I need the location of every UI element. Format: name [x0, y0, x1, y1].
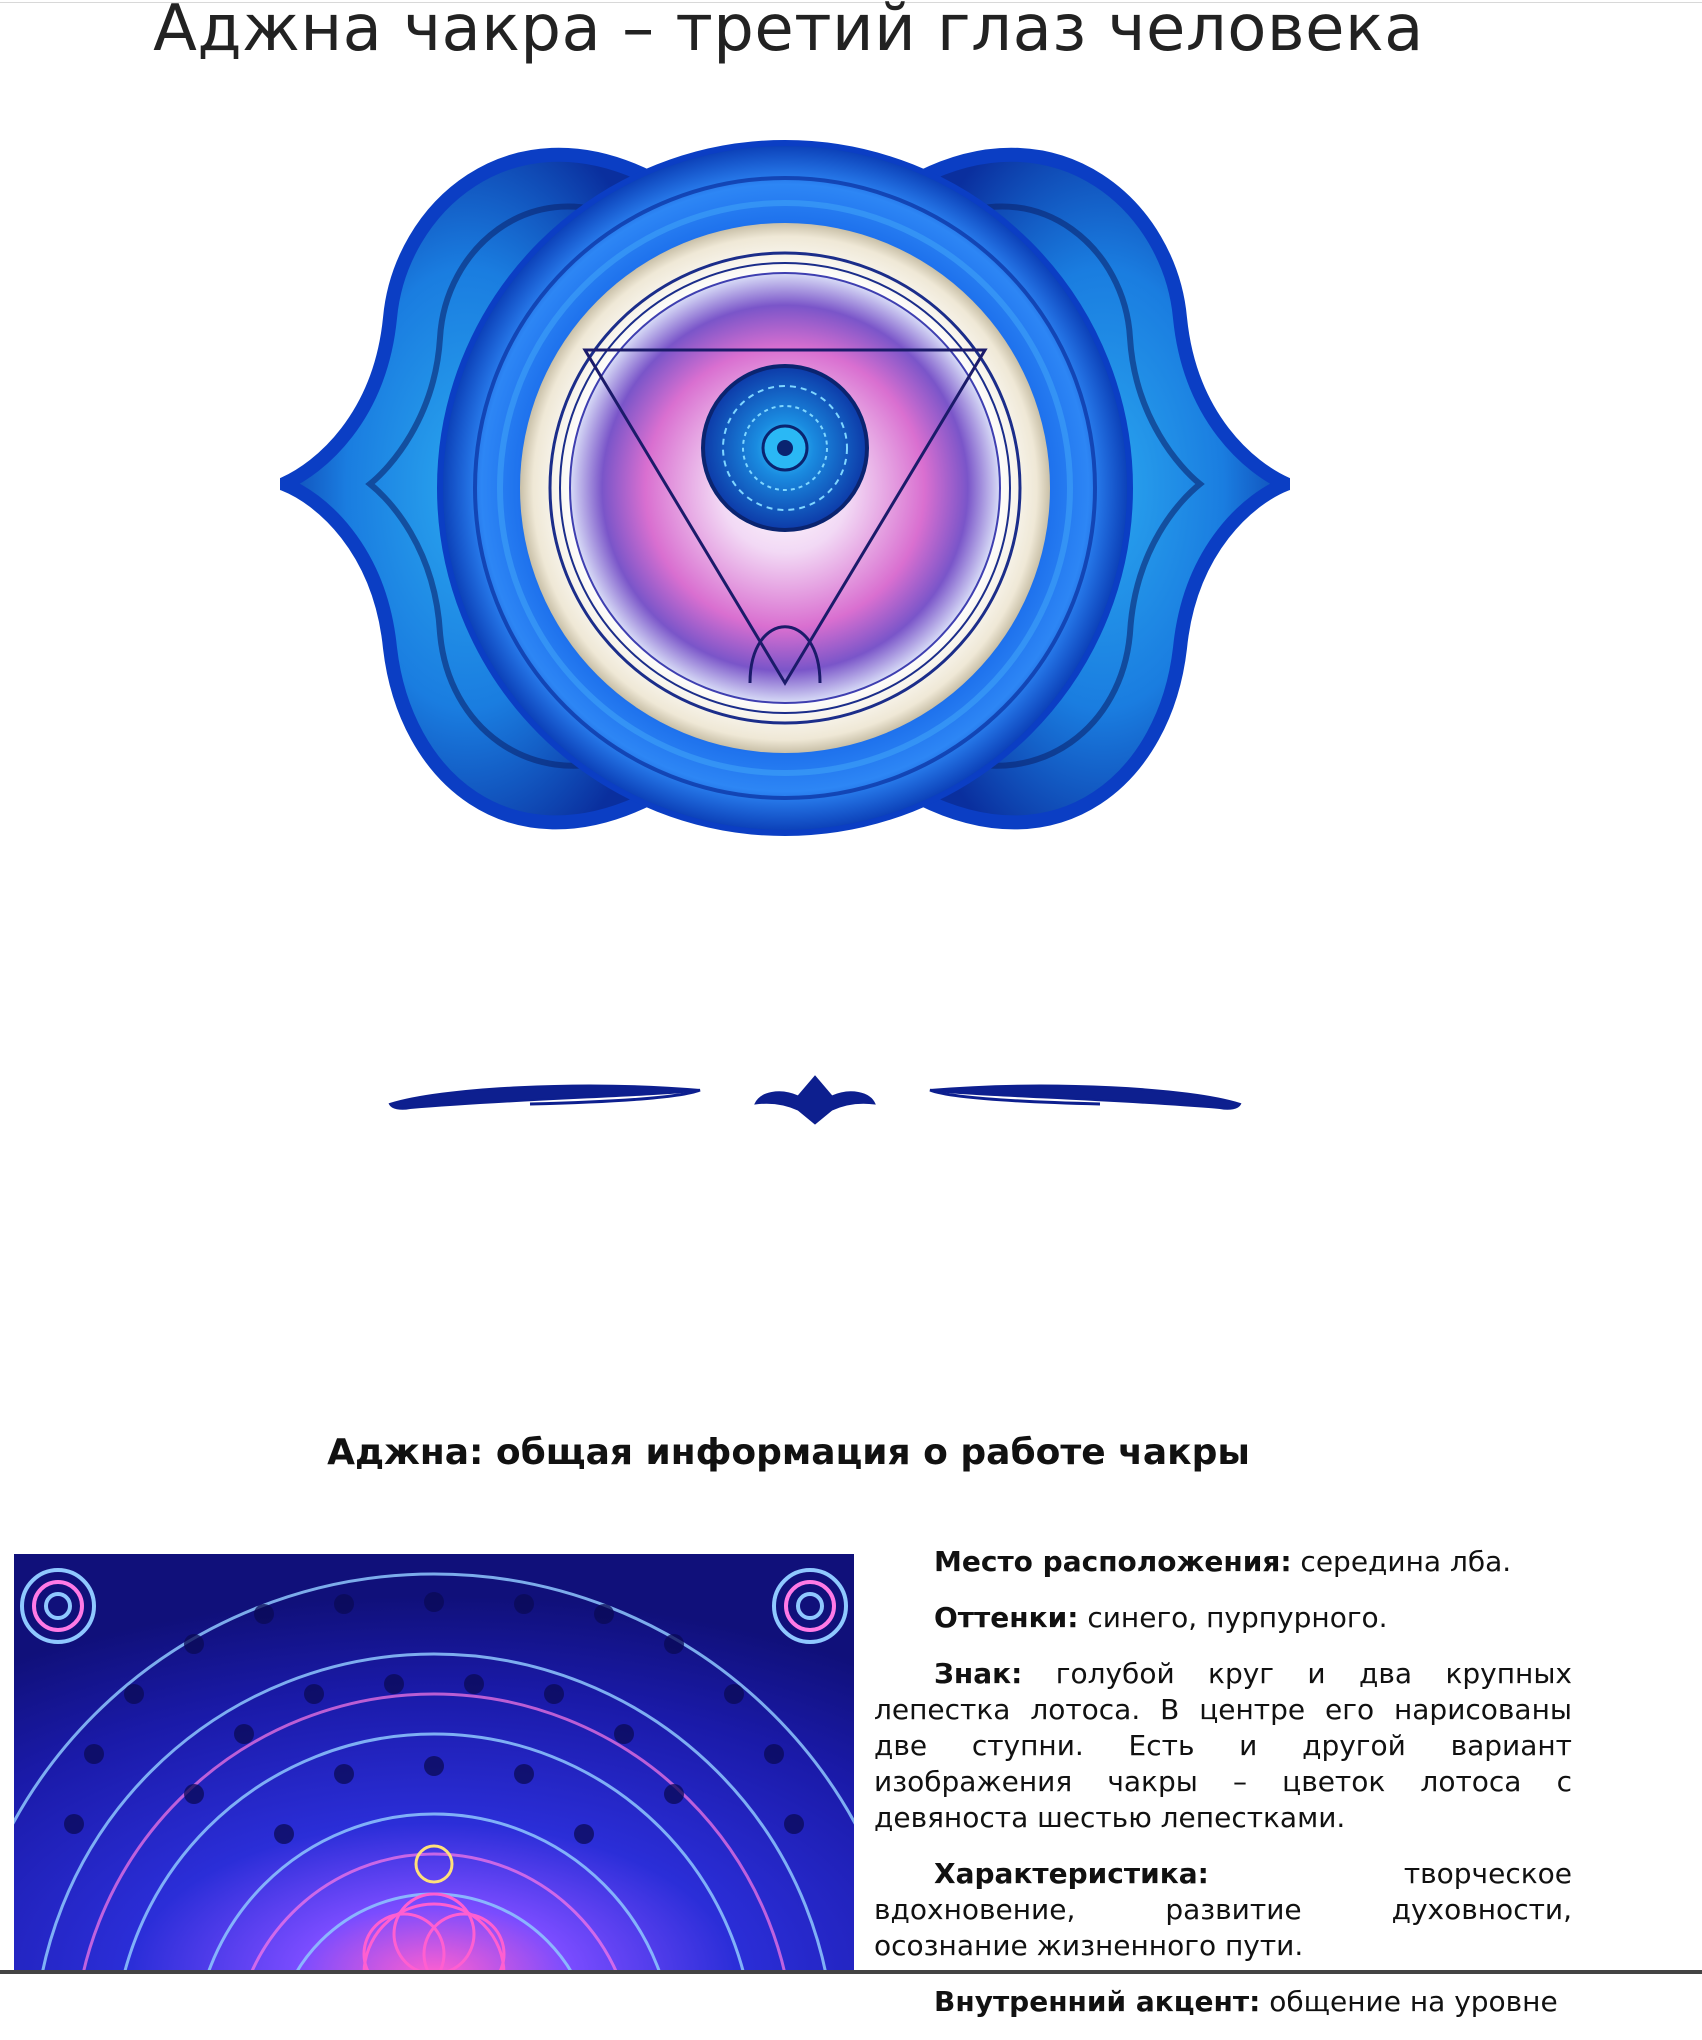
zodiac-mandala-image — [14, 1554, 854, 1974]
info-label: Характеристика: — [934, 1857, 1209, 1890]
info-label: Место расположения: — [934, 1545, 1292, 1578]
info-label: Оттенки: — [934, 1601, 1079, 1634]
info-paragraph-sign — [874, 1656, 1572, 1836]
info-text: общение на уровне — [1260, 1985, 1558, 2018]
info-paragraph-location — [874, 1544, 1572, 1580]
section-heading: Аджна: общая информация о работе чакры — [327, 1432, 1250, 1473]
decorative-divider-icon — [380, 1068, 1245, 1128]
info-paragraph-inner-accent — [874, 1984, 1572, 2020]
info-text: творческое вдохновение, развитие духовности, осознание жизненного пути. — [874, 1857, 1572, 1962]
bottom-border — [0, 1970, 1702, 1974]
info-text: голубой круг и два крупных лепестка лотоса. В центре его нарисованы две ступни. Есть и другой вариант изображения чакры – цветок лотоса с девяноста шестью лепестками. — [874, 1657, 1572, 1834]
info-label: Внутренний акцент: — [934, 1985, 1261, 2018]
info-paragraph-characteristic — [874, 1856, 1572, 1964]
info-text: середина лба. — [1291, 1545, 1512, 1578]
info-text: синего, пурпурного. — [1078, 1601, 1388, 1634]
page-title: Аджна чакра – третий глаз человека — [153, 0, 1424, 66]
info-label: Знак: — [934, 1657, 1023, 1690]
ajna-chakra-symbol-icon — [280, 88, 1290, 888]
chakra-info-block — [874, 1544, 1572, 2040]
info-paragraph-shades — [874, 1600, 1572, 1636]
